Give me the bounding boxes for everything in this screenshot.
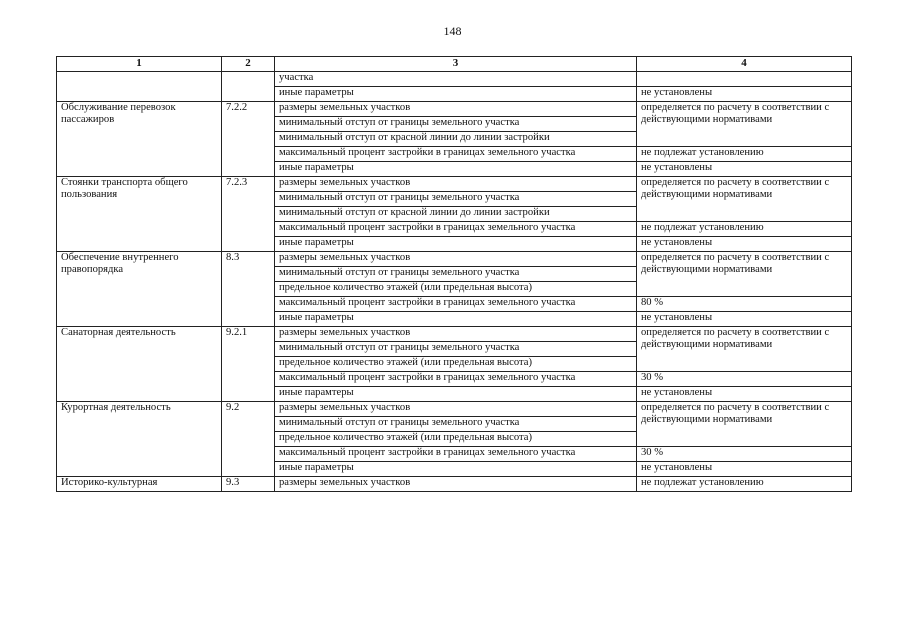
value-cell: 30 %: [637, 372, 852, 387]
param-cell: иные параметры: [275, 462, 637, 477]
table-row: [57, 177, 852, 192]
use-name-cell: Обеспечение внутреннего правопорядка: [57, 252, 222, 327]
param-cell: размеры земельных участков: [275, 327, 637, 342]
value-cell: 80 %: [637, 297, 852, 312]
header-row: [57, 57, 852, 72]
use-name-cell: Стоянки транспорта общего пользования: [57, 177, 222, 252]
use-code-cell: 7.2.2: [222, 102, 275, 177]
param-cell: минимальный отступ от границы земельного участка: [275, 267, 637, 282]
param-cell: размеры земельных участков: [275, 477, 637, 492]
value-cell: определяется по расчету в соответствии с действующими нормативами: [637, 252, 852, 297]
page-number: 148: [443, 24, 462, 38]
param-cell: иные параметры: [275, 87, 637, 102]
param-cell: размеры земельных участков: [275, 252, 637, 267]
column-header: 2: [222, 57, 275, 72]
table-row: [57, 102, 852, 117]
use-code-cell: 9.2: [222, 402, 275, 477]
value-cell: не подлежат установлению: [637, 222, 852, 237]
param-cell: иные парамтеры: [275, 387, 637, 402]
use-name-cell: [57, 72, 222, 102]
param-cell: минимальный отступ от границы земельного участка: [275, 342, 637, 357]
column-header: 3: [275, 57, 637, 72]
value-cell: не подлежат установлению: [637, 147, 852, 162]
param-cell: максимальный процент застройки в границах земельного участка: [275, 297, 637, 312]
column-header: 4: [637, 57, 852, 72]
param-cell: размеры земельных участков: [275, 402, 637, 417]
value-cell: определяется по расчету в соответствии с действующими нормативами: [637, 327, 852, 372]
value-cell: определяется по расчету в соответствии с действующими нормативами: [637, 102, 852, 147]
value-cell: не установлены: [637, 87, 852, 102]
use-code-cell: 7.2.3: [222, 177, 275, 252]
use-name-cell: Обслуживание перевозок пассажиров: [57, 102, 222, 177]
table-row: [57, 72, 852, 87]
table-row: [57, 327, 852, 342]
param-cell: минимальный отступ от границы земельного участка: [275, 192, 637, 207]
param-cell: максимальный процент застройки в границах земельного участка: [275, 222, 637, 237]
param-cell: размеры земельных участков: [275, 177, 637, 192]
param-cell: максимальный процент застройки в границах земельного участка: [275, 447, 637, 462]
param-cell: иные параметры: [275, 312, 637, 327]
param-cell: предельное количество этажей (или предельная высота): [275, 357, 637, 372]
param-cell: минимальный отступ от границы земельного участка: [275, 417, 637, 432]
value-cell: [637, 72, 852, 87]
use-code-cell: [222, 72, 275, 102]
column-header: 1: [57, 57, 222, 72]
param-cell: иные параметры: [275, 237, 637, 252]
param-cell: предельное количество этажей (или предельная высота): [275, 432, 637, 447]
value-cell: 30 %: [637, 447, 852, 462]
param-cell: минимальный отступ от границы земельного участка: [275, 117, 637, 132]
use-code-cell: 9.2.1: [222, 327, 275, 402]
param-cell: размеры земельных участков: [275, 102, 637, 117]
use-code-cell: 9.3: [222, 477, 275, 492]
value-cell: не установлены: [637, 162, 852, 177]
value-cell: не установлены: [637, 237, 852, 252]
table-row: [57, 252, 852, 267]
table-row: [57, 477, 852, 492]
param-cell: участка: [275, 72, 637, 87]
param-cell: максимальный процент застройки в границах земельного участка: [275, 147, 637, 162]
param-cell: минимальный отступ от красной линии до линии застройки: [275, 132, 637, 147]
value-cell: не установлены: [637, 387, 852, 402]
param-cell: максимальный процент застройки в границах земельного участка: [275, 372, 637, 387]
use-name-cell: Курортная деятельность: [57, 402, 222, 477]
param-cell: минимальный отступ от красной линии до линии застройки: [275, 207, 637, 222]
param-cell: предельное количество этажей (или предельная высота): [275, 282, 637, 297]
value-cell: не установлены: [637, 462, 852, 477]
use-name-cell: Санаторная деятельность: [57, 327, 222, 402]
value-cell: определяется по расчету в соответствии с действующими нормативами: [637, 177, 852, 222]
table-row: [57, 402, 852, 417]
param-cell: иные параметры: [275, 162, 637, 177]
regulations-table: [56, 56, 852, 492]
value-cell: не подлежат установлению: [637, 477, 852, 492]
use-name-cell: Историко-культурная: [57, 477, 222, 492]
value-cell: определяется по расчету в соответствии с действующими нормативами: [637, 402, 852, 447]
use-code-cell: 8.3: [222, 252, 275, 327]
value-cell: не установлены: [637, 312, 852, 327]
